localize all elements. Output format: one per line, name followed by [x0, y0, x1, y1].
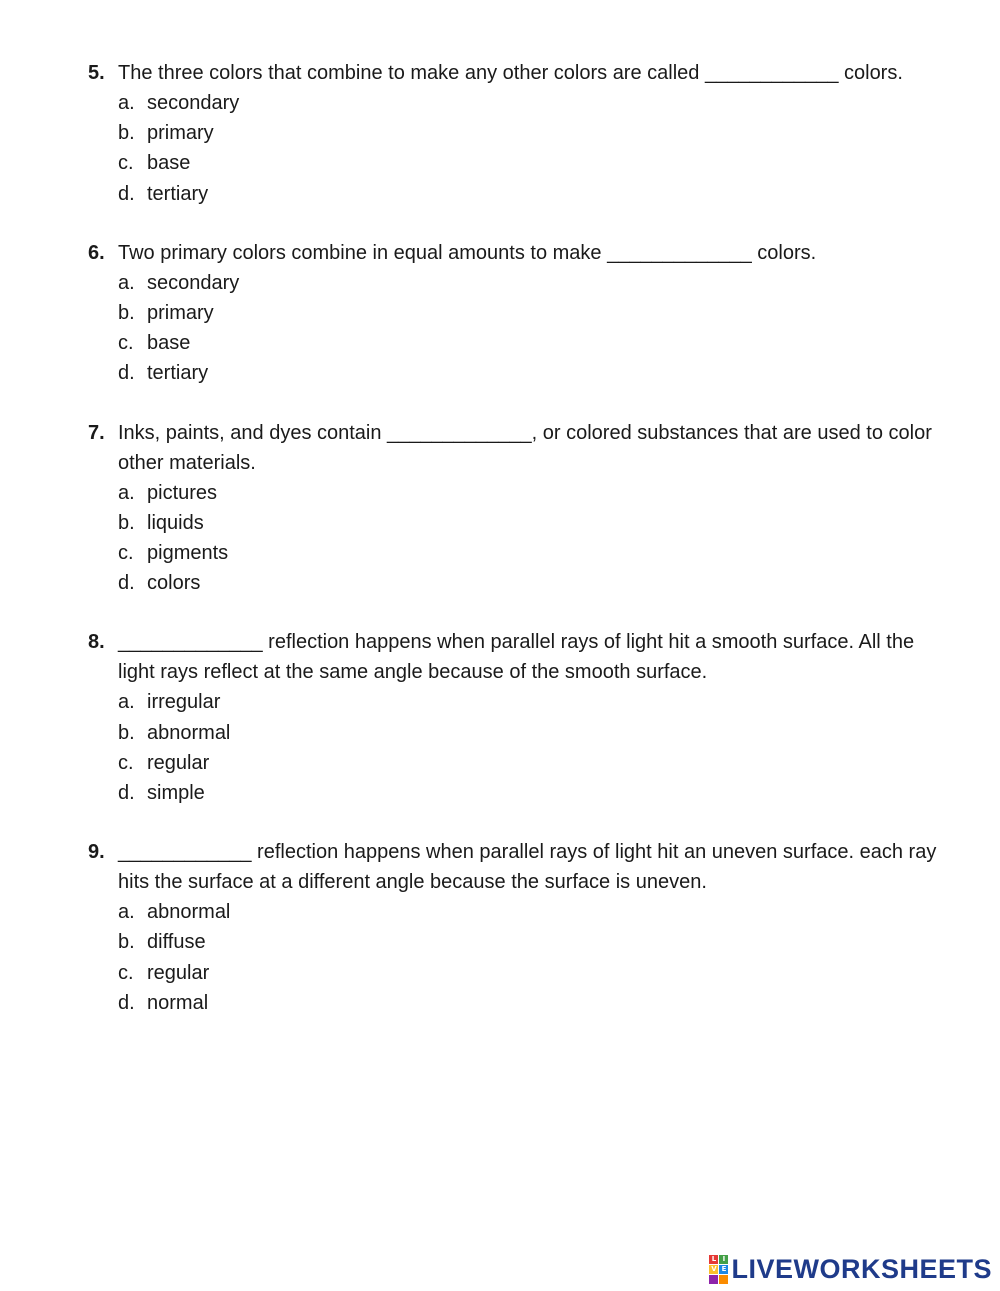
logo-block: I [719, 1255, 728, 1264]
logo-blocks-icon [709, 1255, 728, 1284]
option-letter: d. [118, 182, 135, 205]
option-list [118, 687, 950, 808]
option-letter: a. [118, 271, 135, 294]
option-letter: d. [118, 782, 135, 805]
question-7 [0, 418, 1000, 599]
option-letter: b. [118, 931, 135, 954]
option-list [118, 897, 950, 1018]
worksheet [0, 58, 1000, 1047]
option-text: primary [147, 122, 214, 145]
logo-block [709, 1275, 718, 1284]
option-letter: c. [118, 542, 134, 565]
question-6 [0, 238, 1000, 389]
option-text: regular [147, 961, 210, 984]
option-b[interactable] [118, 927, 950, 957]
question-8 [0, 627, 1000, 808]
option-d[interactable] [118, 568, 950, 598]
option-letter: b. [118, 302, 135, 325]
option-text: pigments [147, 542, 229, 565]
question-number: 5. [88, 62, 105, 84]
option-b[interactable] [118, 118, 950, 148]
logo-text: LIVEWORKSHEETS [731, 1254, 992, 1284]
option-c[interactable] [118, 748, 950, 778]
option-c[interactable] [118, 538, 950, 568]
option-letter: d. [118, 991, 135, 1014]
option-text: colors [147, 572, 201, 595]
question-number: 7. [88, 421, 105, 444]
question-5 [0, 58, 1000, 209]
option-text: tertiary [147, 362, 209, 385]
option-text: primary [147, 302, 214, 325]
option-text: pictures [147, 481, 218, 504]
option-text: diffuse [147, 931, 206, 954]
option-text: normal [147, 991, 209, 1014]
option-a[interactable] [118, 897, 950, 927]
option-c[interactable] [118, 958, 950, 988]
option-a[interactable] [118, 478, 950, 508]
option-text: base [147, 332, 191, 355]
option-letter: a. [118, 481, 135, 504]
option-d[interactable] [118, 358, 950, 388]
question-number: 6. [88, 241, 105, 264]
option-list [118, 478, 950, 599]
option-c[interactable] [118, 148, 950, 178]
option-c[interactable] [118, 328, 950, 358]
option-text: base [147, 152, 191, 175]
option-text: abnormal [147, 901, 231, 924]
option-letter: d. [118, 572, 135, 595]
option-letter: c. [118, 152, 134, 175]
option-text: secondary [147, 92, 240, 114]
question-text: Inks, paints, and dyes contain _____________, or colored substances that are used to color other materials. [118, 421, 932, 474]
option-b[interactable] [118, 508, 950, 538]
option-letter: b. [118, 122, 135, 145]
option-a[interactable] [118, 687, 950, 717]
question-text: ____________ reflection happens when parallel rays of light hit an uneven surface. each ray hits the surface at a different angle because the surface is uneven. [118, 841, 937, 894]
question-text: The three colors that combine to make any other colors are called ____________ colors. [118, 62, 903, 84]
option-d[interactable] [118, 778, 950, 808]
question-text: _____________ reflection happens when parallel rays of light hit a smooth surface. All the light rays reflect at the same angle because of the smooth surface. [118, 631, 915, 684]
logo-block: E [719, 1265, 728, 1274]
option-text: simple [147, 782, 205, 805]
logo-block: L [709, 1255, 718, 1264]
liveworksheets-logo[interactable] [709, 1254, 992, 1284]
option-letter: a. [118, 691, 135, 714]
option-a[interactable] [118, 88, 950, 118]
option-letter: a. [118, 92, 135, 114]
option-text: tertiary [147, 182, 209, 205]
option-letter: d. [118, 362, 135, 385]
option-letter: b. [118, 721, 135, 744]
question-number: 9. [88, 841, 105, 864]
option-letter: c. [118, 332, 134, 355]
option-text: liquids [147, 511, 204, 534]
option-letter: b. [118, 511, 135, 534]
option-text: abnormal [147, 721, 231, 744]
option-list [118, 88, 950, 209]
logo-block [719, 1275, 728, 1284]
question-text: Two primary colors combine in equal amounts to make _____________ colors. [118, 241, 817, 264]
option-letter: c. [118, 961, 134, 984]
question-9 [0, 837, 1000, 1018]
option-text: irregular [147, 691, 221, 714]
logo-block: V [711, 1264, 717, 1273]
option-list [118, 268, 950, 389]
option-a[interactable] [118, 268, 950, 298]
option-letter: a. [118, 901, 135, 924]
option-d[interactable] [118, 179, 950, 209]
question-number: 8. [88, 631, 105, 654]
option-d[interactable] [118, 988, 950, 1018]
option-b[interactable] [118, 298, 950, 328]
option-letter: c. [118, 751, 134, 774]
option-text: secondary [147, 271, 240, 294]
option-b[interactable] [118, 718, 950, 748]
option-text: regular [147, 751, 210, 774]
